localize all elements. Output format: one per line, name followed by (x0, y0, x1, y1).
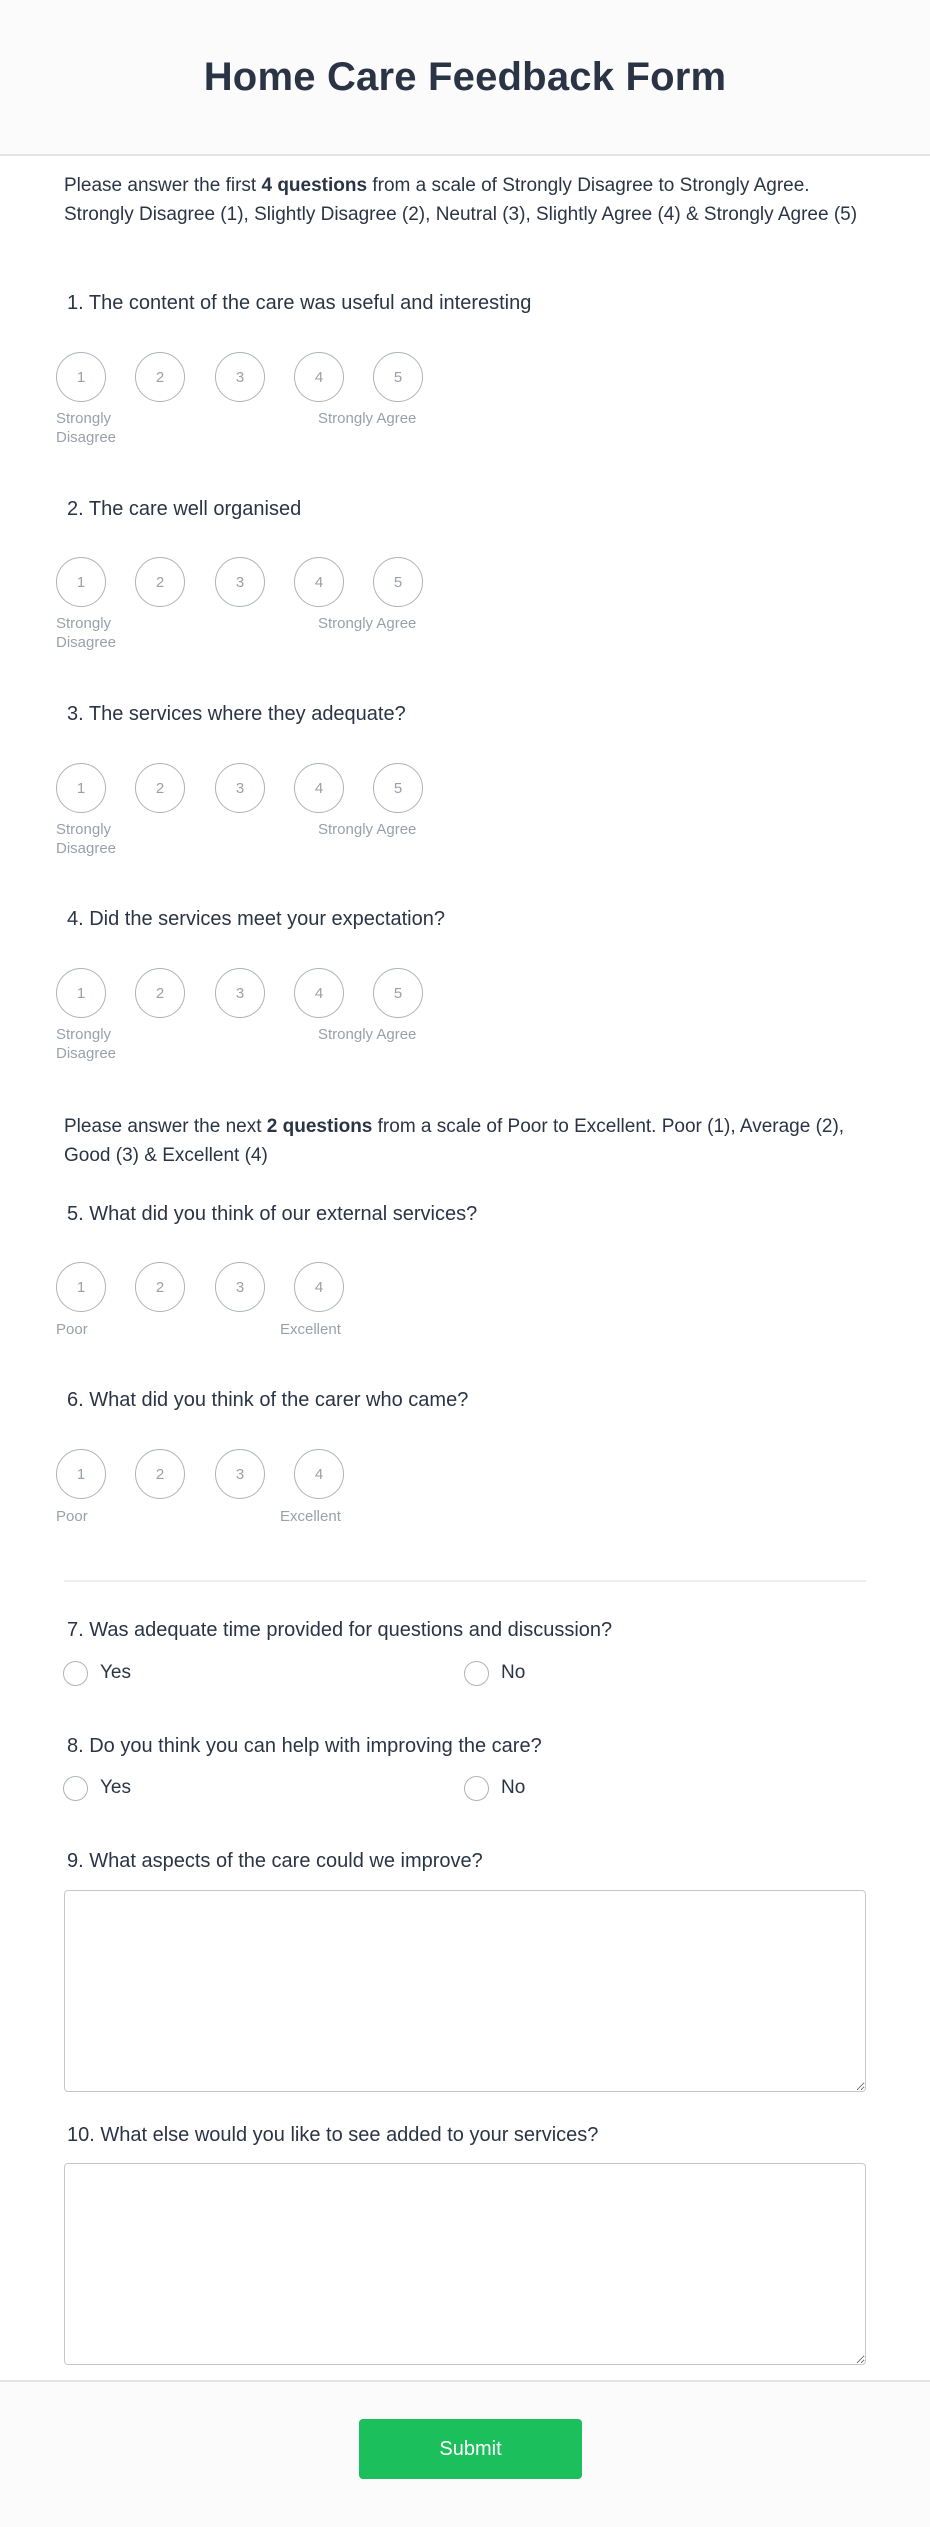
option-label: Yes (100, 1777, 131, 1798)
scale-option-2[interactable]: 2 (135, 968, 185, 1018)
form-header (0, 0, 930, 156)
scale-option-1[interactable]: 1 (56, 968, 106, 1018)
option-label: No (501, 1777, 526, 1798)
form-footer (0, 2380, 930, 2527)
question-3-scale (56, 763, 456, 813)
scale-high-label: Excellent (280, 1321, 341, 1338)
scale-low-label: Strongly Disagree (56, 1026, 117, 1062)
scale-option-5[interactable]: 5 (373, 352, 423, 402)
scale-option-4[interactable]: 4 (294, 968, 344, 1018)
scale-option-4[interactable]: 4 (294, 1449, 344, 1499)
scale-option-2[interactable]: 2 (135, 763, 185, 813)
scale-option-3[interactable]: 3 (215, 1449, 265, 1499)
scale-option-3[interactable]: 3 (215, 763, 265, 813)
question-7-option-no[interactable] (464, 1658, 525, 1688)
question-4-title: 4. Did the services meet your expectation? (67, 908, 445, 930)
radio-button[interactable] (464, 1661, 489, 1686)
scale-option-2[interactable]: 2 (135, 1449, 185, 1499)
scale-low-label: Strongly Disagree (56, 821, 117, 857)
scale-low-label: Poor (56, 1508, 88, 1525)
option-label: No (501, 1662, 526, 1683)
question-8-title: 8. Do you think you can help with improving the care? (67, 1735, 542, 1757)
scale-high-label: Strongly Agree (318, 821, 417, 838)
question-2-title: 2. The care well organised (67, 498, 302, 520)
added-services-textarea[interactable] (64, 2163, 866, 2365)
intro-text-2: Please answer the next 2 questions from a scale of Poor to Excellent. Poor (1), Average (2), Good (3) & Excellent (4) (64, 1116, 845, 1166)
improve-aspects-textarea[interactable] (64, 1890, 866, 2092)
scale-high-label: Strongly Agree (318, 1026, 417, 1043)
question-3-title: 3. The services where they adequate? (67, 703, 406, 725)
scale-option-5[interactable]: 5 (373, 763, 423, 813)
scale-low-label: Poor (56, 1321, 88, 1338)
scale-high-label: Excellent (280, 1508, 341, 1525)
scale-option-3[interactable]: 3 (215, 1262, 265, 1312)
submit-button[interactable]: Submit (359, 2419, 582, 2479)
radio-button[interactable] (63, 1661, 88, 1686)
scale-option-4[interactable]: 4 (294, 763, 344, 813)
scale-option-3[interactable]: 3 (215, 557, 265, 607)
scale-option-1[interactable]: 1 (56, 1262, 106, 1312)
radio-button[interactable] (63, 1776, 88, 1801)
scale-low-label: Strongly Disagree (56, 410, 117, 446)
scale-option-4[interactable]: 4 (294, 557, 344, 607)
scale-option-1[interactable]: 1 (56, 763, 106, 813)
radio-button[interactable] (464, 1776, 489, 1801)
scale-option-3[interactable]: 3 (215, 352, 265, 402)
question-9-title: 9. What aspects of the care could we improve? (67, 1850, 483, 1872)
scale-option-1[interactable]: 1 (56, 1449, 106, 1499)
question-5-title: 5. What did you think of our external services? (67, 1203, 478, 1225)
question-5-scale (56, 1262, 376, 1312)
scale-high-label: Strongly Agree (318, 410, 417, 427)
scale-option-3[interactable]: 3 (215, 968, 265, 1018)
question-8-option-no[interactable] (464, 1773, 525, 1803)
scale-option-5[interactable]: 5 (373, 557, 423, 607)
question-7-option-yes[interactable] (63, 1658, 131, 1688)
intro-text-1: Please answer the first 4 questions from a scale of Strongly Disagree to Strongly Agree. Strongly Disagree (1), Slightly Disagree (2), Neutral (3), Slightly Agree (4) & Strongly Agree (5) (64, 175, 858, 225)
question-1-title: 1. The content of the care was useful and interesting (67, 292, 532, 314)
question-4-scale (56, 968, 456, 1018)
scale-option-4[interactable]: 4 (294, 1262, 344, 1312)
scale-low-label: Strongly Disagree (56, 615, 117, 651)
question-1-scale (56, 352, 456, 402)
scale-option-2[interactable]: 2 (135, 1262, 185, 1312)
scale-option-1[interactable]: 1 (56, 557, 106, 607)
question-6-title: 6. What did you think of the carer who came? (67, 1389, 469, 1411)
scale-option-4[interactable]: 4 (294, 352, 344, 402)
scale-high-label: Strongly Agree (318, 615, 417, 632)
question-2-scale (56, 557, 456, 607)
question-8-option-yes[interactable] (63, 1773, 131, 1803)
scale-option-2[interactable]: 2 (135, 352, 185, 402)
option-label: Yes (100, 1662, 131, 1683)
scale-option-2[interactable]: 2 (135, 557, 185, 607)
section-divider (64, 1580, 866, 1582)
question-10-title: 10. What else would you like to see added to your services? (67, 2124, 599, 2146)
scale-option-5[interactable]: 5 (373, 968, 423, 1018)
form-title: Home Care Feedback Form (203, 54, 727, 99)
scale-option-1[interactable]: 1 (56, 352, 106, 402)
question-7-title: 7. Was adequate time provided for questions and discussion? (67, 1619, 613, 1641)
question-6-scale (56, 1449, 376, 1499)
